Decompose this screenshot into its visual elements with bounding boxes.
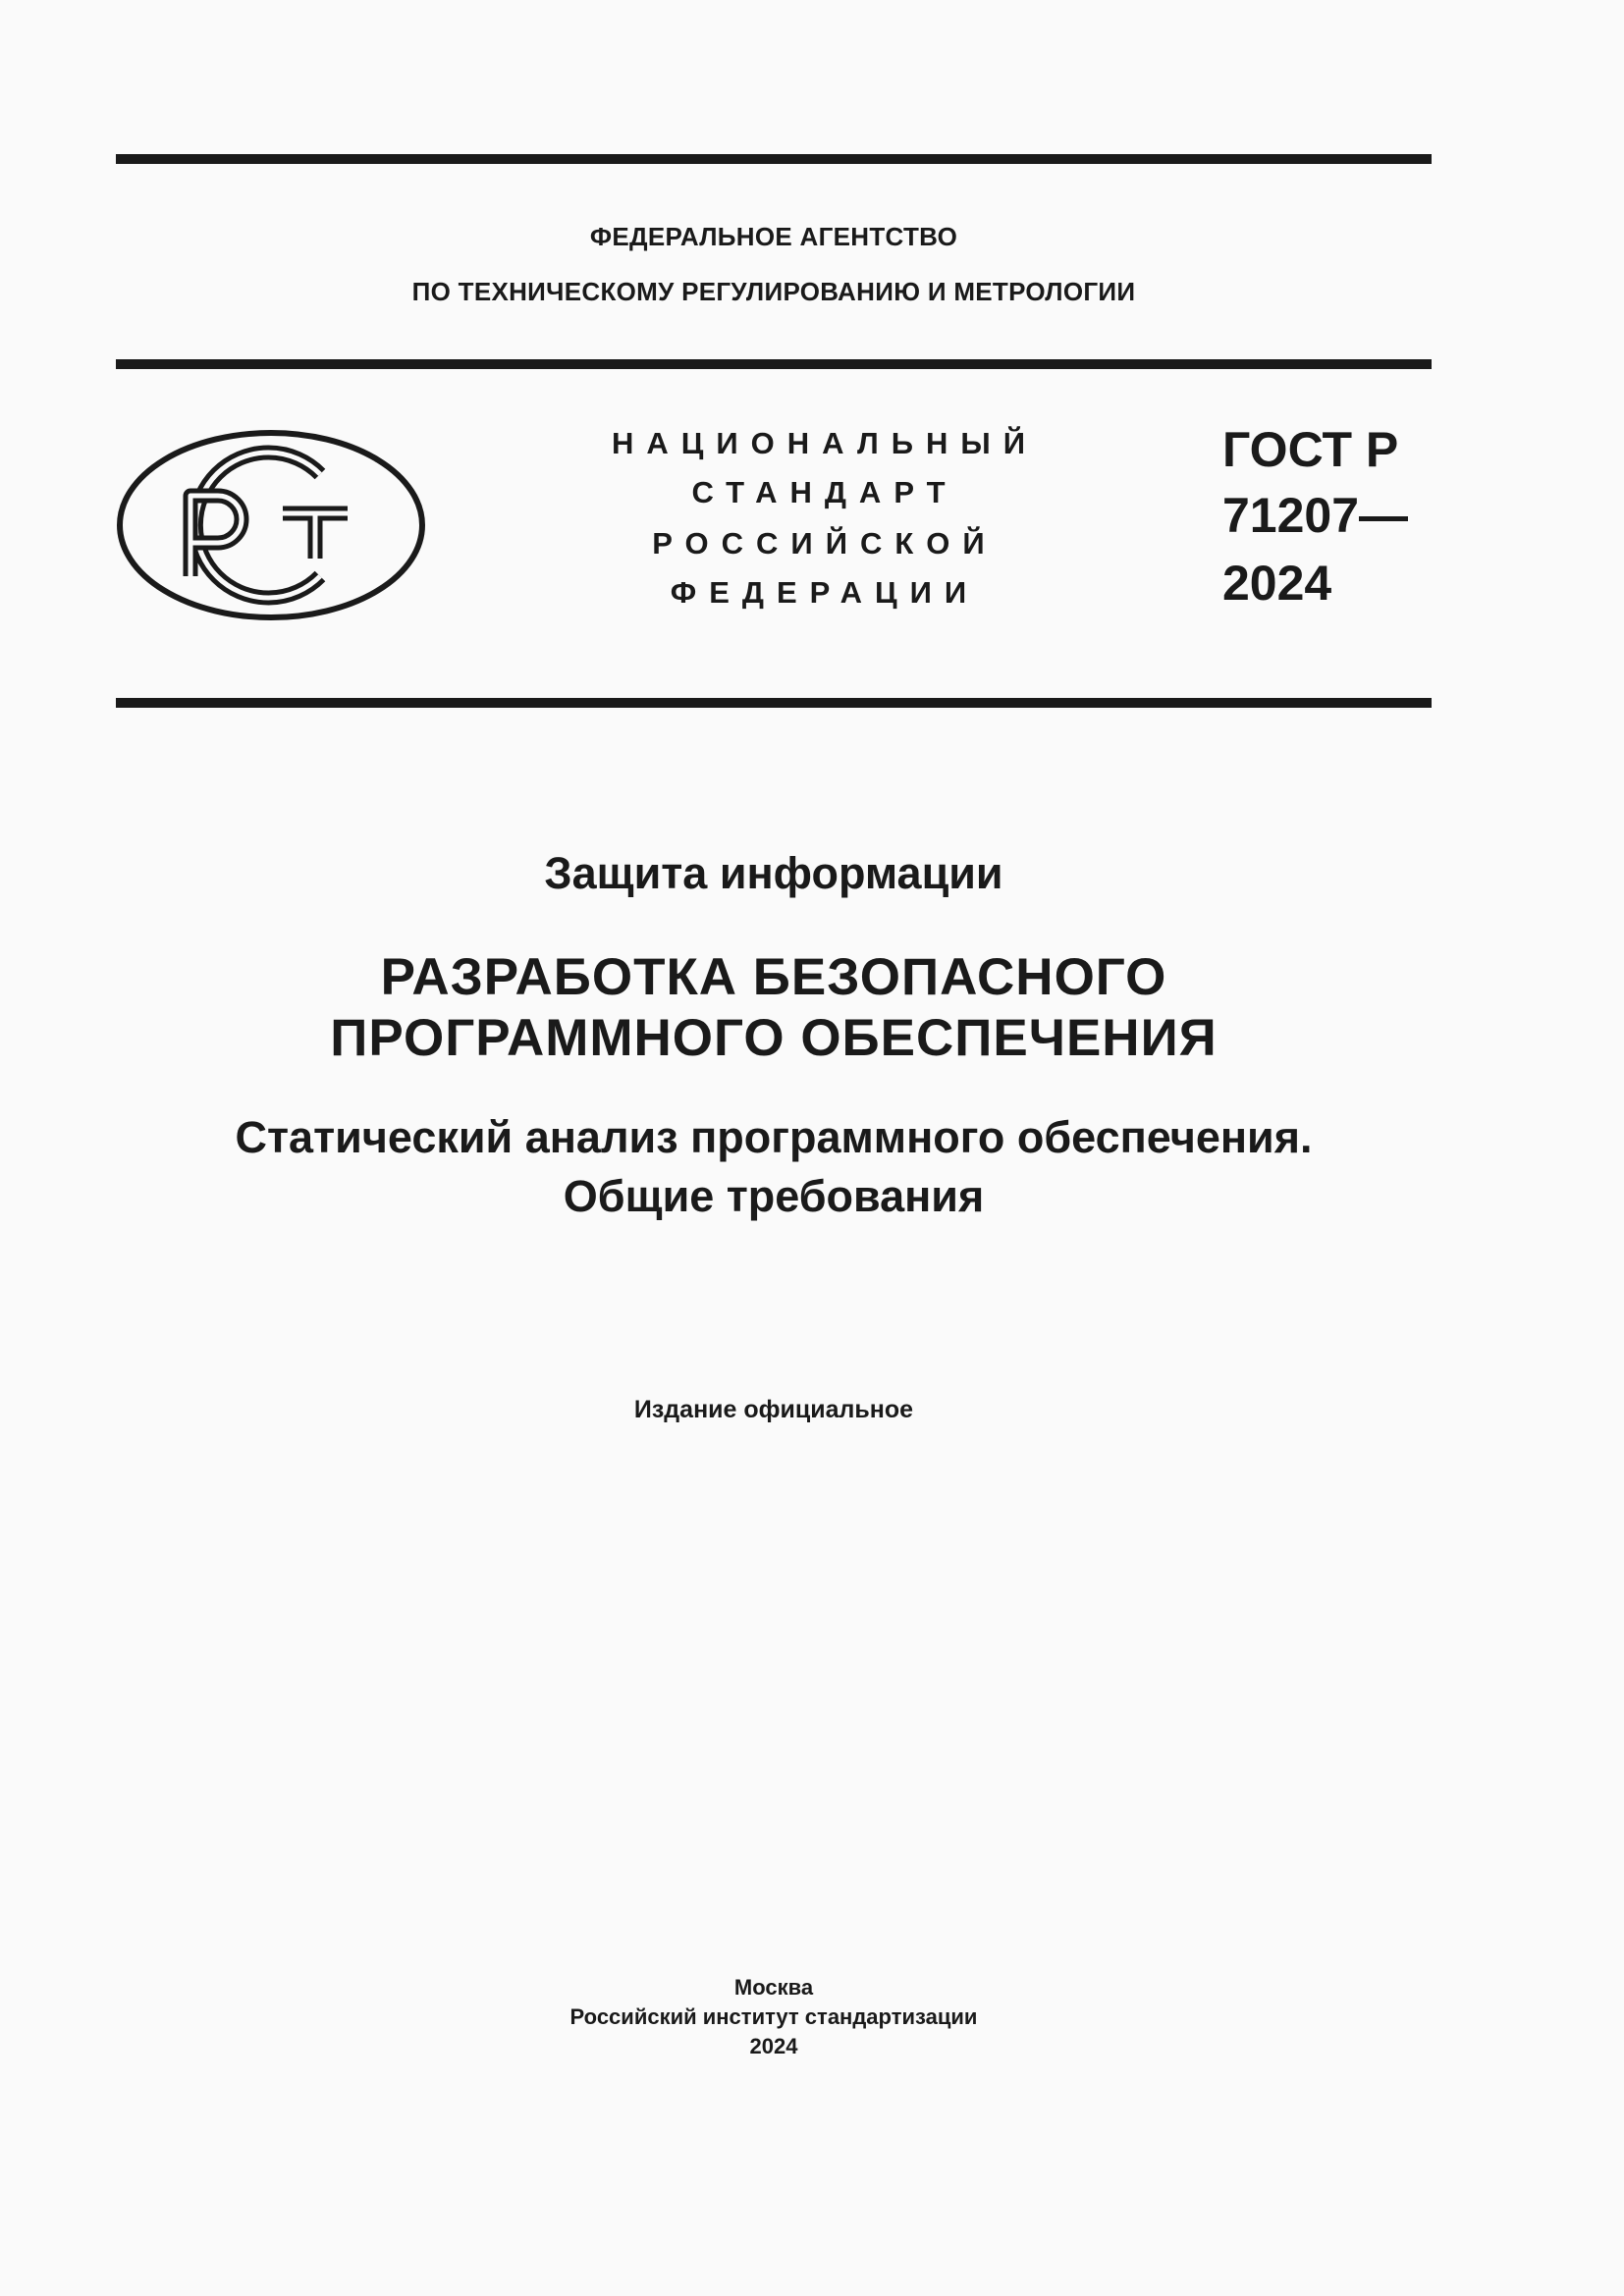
rst-logo-icon <box>116 429 426 621</box>
main-title-line-1: РАЗРАБОТКА БЕЗОПАСНОГО <box>380 948 1167 1006</box>
imprint-city: Москва <box>733 1975 814 2000</box>
header-divider <box>116 359 1432 369</box>
standard-designation-line-1: ГОСТ Р <box>1222 422 1399 477</box>
agency-name-line-1: ФЕДЕРАЛЬНОЕ АГЕНТСТВО <box>589 222 958 251</box>
top-divider <box>116 154 1432 164</box>
standard-designation-line-3: 2024 <box>1222 556 1332 611</box>
standard-type-line-1: НАЦИОНАЛЬНЫЙ <box>611 426 1039 460</box>
agency-name-line-2: ПО ТЕХНИЧЕСКОМУ РЕГУЛИРОВАНИЮ И МЕТРОЛОГИИ <box>411 277 1136 306</box>
title-divider <box>116 698 1432 708</box>
imprint-year: 2024 <box>749 2034 798 2058</box>
standard-type-line-3: РОССИЙСКОЙ <box>652 526 998 561</box>
edition-note: Издание официальное <box>633 1396 914 1423</box>
subtitle-line-2: Общие требования <box>563 1171 985 1221</box>
subtitle-line-1: Статический анализ программного обеспечения. <box>235 1112 1313 1162</box>
series-title: Защита информации <box>544 848 1003 898</box>
main-title-line-2: ПРОГРАММНОГО ОБЕСПЕЧЕНИЯ <box>330 1009 1218 1067</box>
standard-type-line-4: ФЕДЕРАЦИИ <box>670 575 980 610</box>
standard-designation-line-2: 71207— <box>1222 488 1409 543</box>
imprint-publisher: Российский институт стандартизации <box>569 2004 978 2029</box>
standard-type-line-2: СТАНДАРТ <box>691 475 958 509</box>
